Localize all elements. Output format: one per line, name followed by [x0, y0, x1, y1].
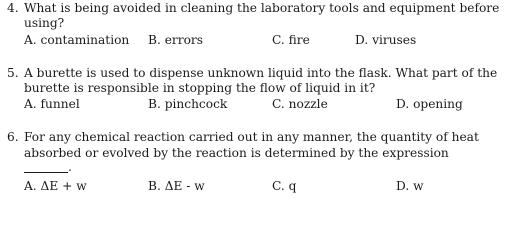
- option-b: B. ΔE - w: [148, 179, 205, 193]
- question-text-line: A burette is used to dispense unknown liquid into the flask. What part of the: [24, 66, 498, 80]
- option-c: C. nozzle: [272, 97, 328, 111]
- question-text-line: burette is responsible in stopping the flow of liquid in it?: [24, 81, 376, 95]
- question-text-line: using?: [24, 16, 65, 30]
- option-d: D. viruses: [355, 33, 417, 47]
- blank-period: .: [68, 160, 72, 174]
- option-c: C. fire: [272, 33, 310, 47]
- option-a: A. ΔE + w: [24, 179, 87, 193]
- question-number: 4.: [7, 1, 19, 15]
- option-c: C. q: [272, 179, 297, 193]
- question-text-line: For any chemical reaction carried out in any manner, the quantity of heat: [24, 130, 479, 144]
- option-b: B. errors: [148, 33, 203, 47]
- answer-blank: [24, 172, 68, 173]
- question-text-line: What is being avoided in cleaning the laboratory tools and equipment before: [24, 1, 500, 15]
- option-d: D. w: [396, 179, 424, 193]
- option-b: B. pinchcock: [148, 97, 228, 111]
- question-text-line: absorbed or evolved by the reaction is determined by the expression: [24, 146, 449, 160]
- option-d: D. opening: [396, 97, 463, 111]
- question-number: 5.: [7, 66, 19, 80]
- option-a: A. contamination: [24, 33, 130, 47]
- question-number: 6.: [7, 130, 19, 144]
- option-a: A. funnel: [24, 97, 80, 111]
